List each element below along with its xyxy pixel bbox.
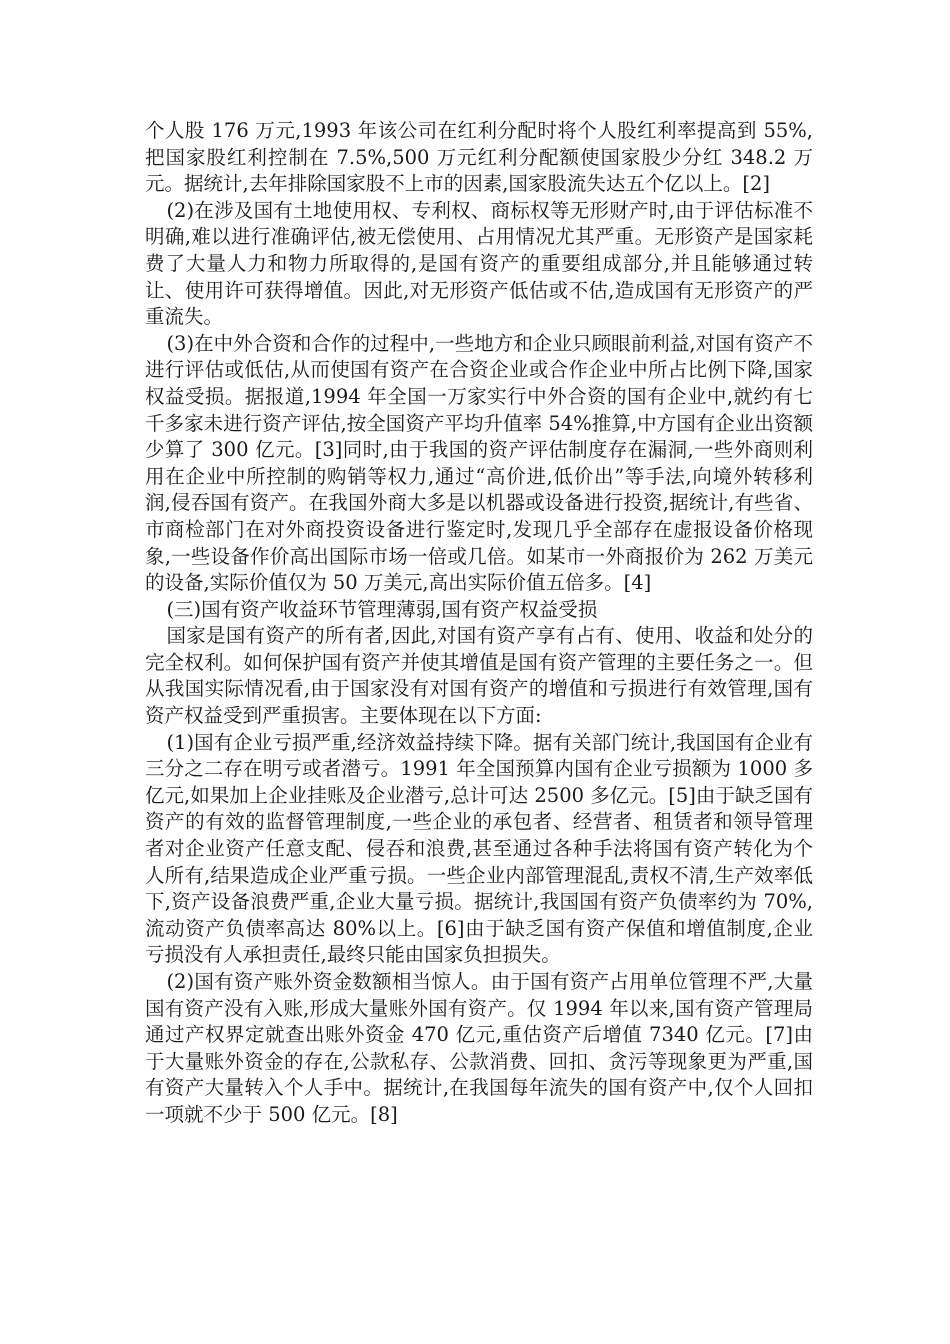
document-body: [145, 118, 813, 1129]
paragraph-4: 国家是国有资产的所有者,因此,对国有资产享有占有、使用、收益和处分的完全权利。如何保护国有资产并使其增值是国有资产管理的主要任务之一。但从我国实际情况看,由于国家没有对国有资产的增值和亏损进行有效管理,国有资产权益受到严重损害。主要体现在以下方面:: [145, 624, 813, 728]
paragraph-5: (1)国有企业亏损严重,经济效益持续下降。据有关部门统计,我国国有企业有三分之二存在明亏或者潜亏。1991 年全国预算内国有企业亏损额为 1000 多亿元,如果加上企业挂账及企业潜亏,总计可达 2500 多亿元。[5]由于缺乏国有资产的有效的监督管理制度,一些企业的承包者、经营者、租赁者和领导管理者对企业资产任意支配、侵吞和浪费,甚至通过各种手法将国有资产转化为个人所有,结果造成企业严重亏损。一些企业内部管理混乱,责权不清,生产效率低下,资产设备浪费严重,企业大量亏损。据统计,我国国有资产负债率约为 70%,流动资产负债率高达 80%以上。[6]由于缺乏国有资产保值和增值制度,企业亏损没有人承担责任,最终只能由国家负担损失。: [145, 730, 813, 967]
paragraph-3: (3)在中外合资和合作的过程中,一些地方和企业只顾眼前利益,对国有资产不进行评估或低估,从而使国有资产在合资企业或合作企业中所占比例下降,国家权益受损。据报道,1994 年全国一万家实行中外合资的国有企业中,就约有七千多家未进行资产评估,按全国资产平均升值率 54%推算,中方国有企业出资额少算了 300 亿元。[3]同时,由于我国的资产评估制度存在漏洞,一些外商则利用在企业中所控制的购销等权力,通过“高价进,低价出”等手法,向境外转移利润,侵吞国有资产。在我国外商大多是以机器或设备进行投资,据统计,有些省、市商检部门在对外商投资设备进行鉴定时,发现几乎全部存在虚报设备价格现象,一些设备作价高出国际市场一倍或几倍。如某市一外商报价为 262 万美元的设备,实际价值仅为 50 万美元,高出实际价值五倍多。[4]: [145, 331, 813, 595]
paragraph-2: (2)在涉及国有土地使用权、专利权、商标权等无形财产时,由于评估标准不明确,难以进行准确评估,被无偿使用、占用情况尤其严重。无形资产是国家耗费了大量人力和物力所取得的,是国有资产的重要组成部分,并且能够通过转让、使用许可获得增值。因此,对无形资产低估或不估,造成国有无形资产的严重流失。: [145, 198, 813, 329]
paragraph-6: (2)国有资产账外资金数额相当惊人。由于国有资产占用单位管理不严,大量国有资产没有入账,形成大量账外国有资产。仅 1994 年以来,国有资产管理局通过产权界定就查出账外资金 470 亿元,重估资产后增值 7340 亿元。[7]由于大量账外资金的存在,公款私存、公款消费、回扣、贪污等现象更为严重,国有资产大量转入个人手中。据统计,在我国每年流失的国有资产中,仅个人回扣一项就不少于 500 亿元。[8]: [145, 970, 813, 1126]
paragraph-1: 个人股 176 万元,1993 年该公司在红利分配时将个人股红利率提高到 55%,把国家股红利控制在 7.5%,500 万元红利分配额使国家股少分红 348.2 万元。据统计,去年排除国家股不上市的因素,国家股流失达五个亿以上。[2]: [145, 119, 813, 196]
section-heading: (三)国有资产收益环节管理薄弱,国有资产权益受损: [166, 597, 598, 621]
